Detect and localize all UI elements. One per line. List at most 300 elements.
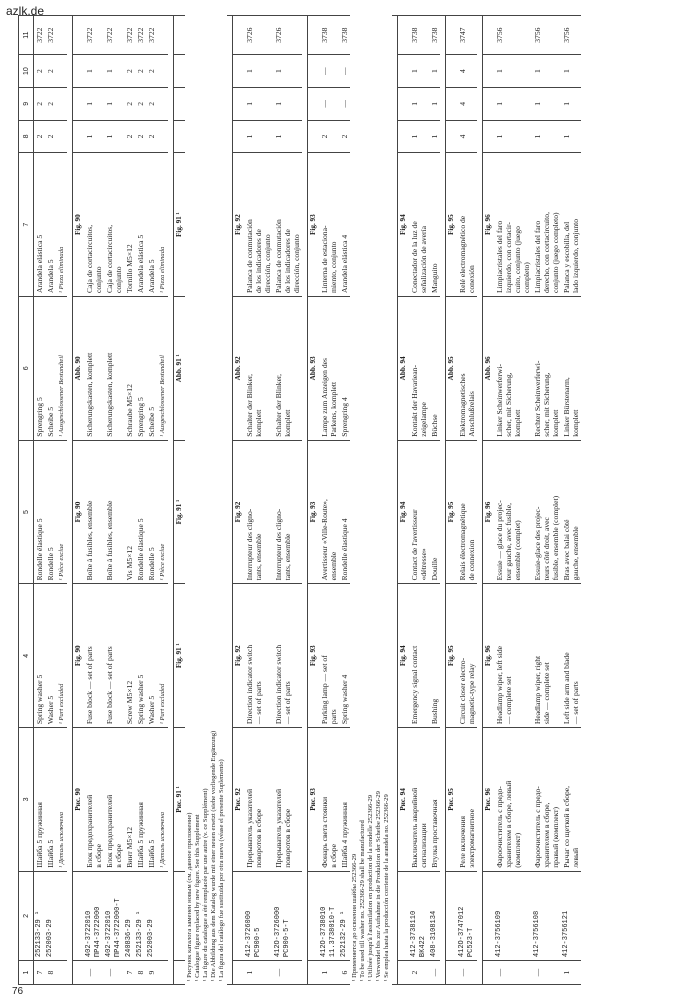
blank-cell <box>233 961 245 985</box>
name-en: Screw M5×12 <box>124 584 135 728</box>
name-en: Washer 5 <box>45 584 56 728</box>
figure-title-fr: Fig. 96 <box>483 440 495 584</box>
name-en: Fuse block — set of parts <box>104 584 124 728</box>
qty-col9: 2 <box>135 87 146 120</box>
name-de: Sprengring 4 <box>339 296 350 440</box>
item-number: — <box>457 961 477 985</box>
name-de: Sicherungskasten, komplett <box>84 296 104 440</box>
figure-title-de: Abb. 96 <box>483 296 495 440</box>
figure-title-es: Fig. 95 <box>446 153 458 297</box>
note-de: ¹ Die Abbildung aus dem Katalog wurde mit einer neuen ersetzt (siehe vorliegende Ergänzung) <box>210 730 217 982</box>
qty-col10: 1 <box>429 55 440 88</box>
qty-col9: 2 <box>124 87 135 120</box>
blank-cell <box>56 16 67 55</box>
name-de: Schraube M5×12 <box>124 296 135 440</box>
blank-cell <box>157 16 168 55</box>
footnote-es: ¹ Pieza eliminada <box>157 153 168 297</box>
qty-col8: 1 <box>532 120 561 153</box>
name-de: Sprengring 5 <box>135 296 146 440</box>
item-number: — <box>104 961 124 985</box>
table-row <box>319 16 339 985</box>
name-es: Arandela 5 <box>45 153 56 297</box>
blank-cell <box>157 871 168 960</box>
name-en: Spring washer 4 <box>339 584 350 728</box>
footnote-fr: ¹ Pièce exclue <box>157 440 168 584</box>
item-number: 1 <box>244 961 273 985</box>
group-code: 3722 <box>84 16 104 55</box>
name-ru: Шайба 4 пружинная <box>339 728 350 872</box>
blank-cell <box>233 87 245 120</box>
name-ru: Фароочиститель с предо- хранителем в сборе, правый (комплект) <box>532 728 561 872</box>
col-header: 5 <box>19 440 34 584</box>
qty-col10: 1 <box>84 55 104 88</box>
table-row <box>457 16 477 985</box>
name-es: Caja de cortacircuitos, conjunto <box>104 153 124 297</box>
name-en: Spring washer 5 <box>34 584 46 728</box>
qty-col8: 1 <box>494 120 532 153</box>
blank-cell <box>398 55 410 88</box>
qty-col8: 1 <box>409 120 429 153</box>
name-de: Kontakt der Havariean- zeigelampe <box>409 296 429 440</box>
item-number: — <box>84 961 104 985</box>
figure-heading-row <box>398 16 410 985</box>
footnote-ru: ¹ Деталь исключена <box>157 728 168 872</box>
name-en: Circuit closer electro- magnetic-type relay <box>457 584 477 728</box>
note-es: ¹ La figura del catálogo fue sustituida por otra nueva (véase el presente Suplemento) <box>218 759 225 982</box>
figure-title-ru: Рис. 96 <box>483 728 495 872</box>
figure-title-es: Fig. 94 <box>398 153 410 297</box>
blank-cell <box>73 120 85 153</box>
blank-cell <box>398 16 410 55</box>
qty-col10: 1 <box>409 55 429 88</box>
table-row <box>532 16 561 985</box>
blank-cell <box>308 16 320 55</box>
name-de: Schalter der Blinker, komplett <box>244 296 273 440</box>
part-number: 402-3722010 ПР44-3722000-Т <box>104 871 124 960</box>
figure-title-fr: Fig. 92 <box>233 440 245 584</box>
blank-cell <box>73 87 85 120</box>
item-number: 1 <box>561 961 581 985</box>
blank-cell <box>56 871 67 960</box>
blank-cell <box>446 120 458 153</box>
name-fr: Essuie — glace du projec- teur gauche, avec fusible, ensemble (complet) <box>494 440 532 584</box>
blank-cell <box>483 87 495 120</box>
footnote-row <box>56 16 67 985</box>
name-ru: Блок предохранителей в сборе <box>84 728 104 872</box>
qty-col10: 2 <box>34 55 46 88</box>
table-row <box>146 16 157 985</box>
qty-col8: 2 <box>319 120 339 153</box>
blank-cell <box>56 120 67 153</box>
qty-col8: 1 <box>273 120 302 153</box>
table-row <box>84 16 104 985</box>
blank-cell <box>233 16 245 55</box>
note-en: ¹ Catalogue figure replaced by new figure. See this Supplement <box>194 814 201 982</box>
footnote-en: ¹ Part excluded <box>56 584 67 728</box>
name-ru: Шайба 5 пружинная <box>135 728 146 872</box>
blank-cell <box>174 871 186 960</box>
name-ru: Втулка проставочная <box>429 728 440 872</box>
name-en: Direction indicator switch — set of parts <box>244 584 273 728</box>
table-row <box>273 16 302 985</box>
qty-col10: 1 <box>273 55 302 88</box>
qty-col8: 1 <box>429 120 440 153</box>
figure-heading-row <box>446 16 458 985</box>
group-code: 3738 <box>339 16 350 55</box>
part-number: 252133-29 ¹ <box>34 871 46 960</box>
item-number: 8 <box>135 961 146 985</box>
name-en: Spring washer 5 <box>135 584 146 728</box>
name-en: Headlamp wiper, left side — complete set <box>494 584 532 728</box>
figure-heading-row <box>174 16 186 985</box>
blank-cell <box>483 55 495 88</box>
blank-cell <box>483 961 495 985</box>
blank-cell <box>56 961 67 985</box>
name-en: Fuse block — set of parts <box>84 584 104 728</box>
blank-cell <box>446 87 458 120</box>
blank-cell <box>56 87 67 120</box>
blank-cell <box>308 120 320 153</box>
part-number: 408-3108134 <box>429 871 440 960</box>
qty-col9: 1 <box>409 87 429 120</box>
name-fr: Rondelle élastique 4 <box>339 440 350 584</box>
qty-col10: 2 <box>146 55 157 88</box>
name-es: Arandela elástica 5 <box>34 153 46 297</box>
col-header: 10 <box>19 55 34 88</box>
item-number: — <box>532 961 561 985</box>
figure-title-es: Fig. 93 <box>308 153 320 297</box>
blank-cell <box>157 120 168 153</box>
table-row <box>244 16 273 985</box>
col-header: 3 <box>19 728 34 872</box>
name-es: Tornillo M5×12 <box>124 153 135 297</box>
part-number: 412-3738110 ВК422 <box>409 871 429 960</box>
note-es: ¹ Se emplea hasta la producción corriente de la arandela no. 252366-29 <box>383 794 390 982</box>
name-de: Scheibe 5 <box>45 296 56 440</box>
blank-cell <box>483 16 495 55</box>
qty-col9: 1 <box>84 87 104 120</box>
name-en: Parking lamp — set of parts <box>319 584 339 728</box>
qty-col9: 1 <box>104 87 124 120</box>
blank-cell <box>398 87 410 120</box>
figure-title-ru: Рис. 95 <box>446 728 458 872</box>
col-header: 7 <box>19 153 34 297</box>
footnote-fr: ¹ Pièce exclue <box>56 440 67 584</box>
name-ru: Фонарь света стоянки в сборе <box>319 728 339 872</box>
figure-title-ru: Рис. 92 <box>233 728 245 872</box>
figure-heading-row <box>483 16 495 985</box>
name-es: Limpiacristales del faro izquierdo, con cortacir- cuito, conjunto (juego completo) <box>494 153 532 297</box>
col-header: 9 <box>19 87 34 120</box>
qty-col8: 2 <box>45 120 56 153</box>
note-block <box>350 16 392 985</box>
name-de: Linker Bürstenarm, komplett <box>561 296 581 440</box>
name-fr: Contact de l'avertisseur «détresse» <box>409 440 429 584</box>
figure-title-ru: Рис. 93 <box>308 728 320 872</box>
item-number: — <box>429 961 440 985</box>
col-header: 1 <box>19 961 34 985</box>
qty-col10: — <box>339 55 350 88</box>
blank-cell <box>446 871 458 960</box>
part-number: 252132-29 ¹ <box>339 871 350 960</box>
figure-title-es: Fig. 92 <box>233 153 245 297</box>
qty-col8: 2 <box>135 120 146 153</box>
name-fr: Rondelle élastique 5 <box>135 440 146 584</box>
group-code: 3722 <box>124 16 135 55</box>
figure-title-ru: Рис. 90 <box>73 728 85 872</box>
group-code: 3722 <box>45 16 56 55</box>
name-ru: Рычаг со щеткой в сборе, левый <box>561 728 581 872</box>
item-number: 2 <box>409 961 429 985</box>
blank-cell <box>174 120 186 153</box>
qty-col9: 2 <box>146 87 157 120</box>
qty-col8: 1 <box>104 120 124 153</box>
item-number: 7 <box>124 961 135 985</box>
blank-cell <box>446 16 458 55</box>
name-fr: Essuie-glace des projec- teurs côté droit, avec fusible, ensemble (complet) <box>532 440 561 584</box>
figure-title-de: Abb. 90 <box>73 296 85 440</box>
group-code: 3722 <box>135 16 146 55</box>
blank-cell <box>174 16 186 55</box>
blank-cell <box>233 871 245 960</box>
footnote-en: ¹ Part excluded <box>157 584 168 728</box>
parts-catalogue-table <box>18 15 658 985</box>
blank-cell <box>483 120 495 153</box>
part-number: 240836-29 <box>124 871 135 960</box>
name-fr: Bras avec balai côté gauche, ensemble <box>561 440 581 584</box>
name-fr: Relais électromagnétique de connexion <box>457 440 477 584</box>
qty-col9: 1 <box>273 87 302 120</box>
figure-title-de: Abb. 92 <box>233 296 245 440</box>
name-ru: Фароочиститель с предо- хранителем в сборе, левый (комплект) <box>494 728 532 872</box>
qty-col9: 1 <box>561 87 581 120</box>
blank-cell <box>446 961 458 985</box>
qty-col10: — <box>319 55 339 88</box>
figure-title-es: Fig. 90 <box>73 153 85 297</box>
name-en: Headlamp wiper, right side — complete set <box>532 584 561 728</box>
note-fr: ¹ Utilisée jusqu'à l'assimilation en production de la rondelle 252366-29 <box>367 794 374 982</box>
blank-cell <box>308 55 320 88</box>
qty-col8: 1 <box>244 120 273 153</box>
name-de: Lampe zum Anzeigen des Parkens, komplett <box>319 296 339 440</box>
watermark: azlk.de <box>6 4 45 18</box>
part-number: 252133-29 ¹ <box>135 871 146 960</box>
name-en: Emergency signal contact <box>409 584 429 728</box>
name-fr: Vis M5×12 <box>124 440 135 584</box>
name-es: Conectador de la luz de señalización de avería <box>409 153 429 297</box>
part-number: 412О-3738010 11.3738010-Т <box>319 871 339 960</box>
name-de: Schalter der Blinker, komplett <box>273 296 302 440</box>
item-number: 8 <box>45 961 56 985</box>
qty-col10: 2 <box>124 55 135 88</box>
name-en: Direction indicator switch — set of parts <box>273 584 302 728</box>
blank-cell <box>73 961 85 985</box>
part-number: 412-3726000 РС900-5 <box>244 871 273 960</box>
blank-cell <box>398 120 410 153</box>
qty-col8: 2 <box>146 120 157 153</box>
part-number: 252003-29 <box>146 871 157 960</box>
qty-col9: — <box>339 87 350 120</box>
name-en: Bushing <box>429 584 440 728</box>
table-row <box>409 16 429 985</box>
page-number: 76 <box>12 986 24 997</box>
part-number: 252003-29 <box>45 871 56 960</box>
figure-title-es: Fig. 96 <box>483 153 495 297</box>
item-number: 6 <box>339 961 350 985</box>
blank-cell <box>73 55 85 88</box>
name-es: Arandela elástica 4 <box>339 153 350 297</box>
group-code: 3756 <box>561 16 581 55</box>
qty-col9: 4 <box>457 87 477 120</box>
figure-title-es: Fig. 91 ¹ <box>174 153 186 297</box>
qty-col8: 1 <box>84 120 104 153</box>
footnote-row <box>157 16 168 985</box>
part-number: 412О-3747012 РС523-Т <box>457 871 477 960</box>
note-en: ¹ To be used till washer no. 252366-29 shall be manufactured <box>359 820 366 982</box>
qty-col10: 1 <box>532 55 561 88</box>
figure-title-en: Fig. 90 <box>73 584 85 728</box>
blank-cell <box>73 871 85 960</box>
group-code: 3726 <box>244 16 273 55</box>
name-ru: Шайба 5 <box>45 728 56 872</box>
name-de: Rechter Scheinwerferwi- scher, mit Sicherung, komplett <box>532 296 561 440</box>
col-header: 4 <box>19 584 34 728</box>
name-es: Linterna de estaciona- miento, conjunto <box>319 153 339 297</box>
blank-cell <box>308 87 320 120</box>
blank-cell <box>398 961 410 985</box>
name-en: Washer 5 <box>146 584 157 728</box>
qty-col9: — <box>319 87 339 120</box>
qty-col10: 2 <box>135 55 146 88</box>
qty-col9: 1 <box>532 87 561 120</box>
part-number: 402-3722010 ПР44-3722000 <box>84 871 104 960</box>
name-es: Limpiacristales del faro derecho, con cortacircuito, conjunto (juego completo) <box>532 153 561 297</box>
col-header: 11 <box>19 16 34 55</box>
item-number: — <box>494 961 532 985</box>
figure-title-en: Fig. 96 <box>483 584 495 728</box>
group-code: 3738 <box>319 16 339 55</box>
qty-col8: 4 <box>457 120 477 153</box>
blank-cell <box>174 55 186 88</box>
name-fr: Rondelle élastique 5 <box>34 440 46 584</box>
name-fr: Avertisseur «Ville-Route», ensemble <box>319 440 339 584</box>
note-de: ¹ Verwendet bis zur Aufnahme in die Produktion der Scheibe 252366-29 <box>375 791 382 982</box>
qty-col9: 1 <box>244 87 273 120</box>
figure-title-en: Fig. 95 <box>446 584 458 728</box>
blank-cell <box>398 871 410 960</box>
name-es: Caja de cortacircuitos, conjunto <box>84 153 104 297</box>
table-row <box>135 16 146 985</box>
figure-title-fr: Fig. 95 <box>446 440 458 584</box>
figure-title-en: Fig. 91 ¹ <box>174 584 186 728</box>
table-row <box>124 16 135 985</box>
qty-col10: 2 <box>45 55 56 88</box>
name-fr: Douille <box>429 440 440 584</box>
item-number: 1 <box>319 961 339 985</box>
figure-title-de: Abb. 93 <box>308 296 320 440</box>
figure-heading-row <box>308 16 320 985</box>
figure-title-en: Fig. 94 <box>398 584 410 728</box>
name-fr: Rondelle 5 <box>45 440 56 584</box>
name-es: Arandela elástica 5 <box>135 153 146 297</box>
figure-title-ru: Рис. 94 <box>398 728 410 872</box>
blank-cell <box>157 55 168 88</box>
name-fr: Boîte à fusibles, ensemble <box>84 440 104 584</box>
figure-title-de: Abb. 94 <box>398 296 410 440</box>
name-de: Scheibe 5 <box>146 296 157 440</box>
name-de: Sicherungskasten, komplett <box>104 296 124 440</box>
group-code: 3738 <box>429 16 440 55</box>
blank-cell <box>157 961 168 985</box>
blank-cell <box>157 87 168 120</box>
figure-heading-row <box>73 16 85 985</box>
table-row <box>104 16 124 985</box>
part-number: 412-3756121 <box>561 871 581 960</box>
note-block <box>185 16 227 985</box>
note-row <box>350 16 392 985</box>
item-number: 7 <box>34 961 46 985</box>
name-de: Linker Scheinwerferwi- scher, mit Sicherung, komplett <box>494 296 532 440</box>
qty-col9: 1 <box>494 87 532 120</box>
figure-title-ru: Рис. 91 ¹ <box>174 728 186 872</box>
note-ru: ¹ Рисунок каталога заменен новым (см. данное приложение) <box>186 812 193 982</box>
name-es: Relé electromagnético de conexión <box>457 153 477 297</box>
table-row <box>339 16 350 985</box>
group-code: 3756 <box>532 16 561 55</box>
item-number: — <box>273 961 302 985</box>
name-ru: Шайба 5 <box>146 728 157 872</box>
part-number: 412-3756109 <box>494 871 532 960</box>
figure-title-en: Fig. 93 <box>308 584 320 728</box>
qty-col8: 1 <box>561 120 581 153</box>
name-de: Elektromagnetisches Anschlußrelais <box>457 296 477 440</box>
footnote-de: ¹ Ausgeschlossener Bestandteil <box>56 296 67 440</box>
blank-cell <box>73 16 85 55</box>
part-number: 412О-3726000 РС900-5-Т <box>273 871 302 960</box>
figure-title-de: Abb. 95 <box>446 296 458 440</box>
note-row <box>185 16 227 985</box>
blank-cell <box>174 961 186 985</box>
group-code: 3722 <box>104 16 124 55</box>
blank-cell <box>308 871 320 960</box>
table-row <box>45 16 56 985</box>
group-code: 3726 <box>273 16 302 55</box>
group-code: 3738 <box>409 16 429 55</box>
qty-col8: 2 <box>339 120 350 153</box>
figure-title-fr: Fig. 91 ¹ <box>174 440 186 584</box>
blank-cell <box>446 55 458 88</box>
name-es: Arandela 5 <box>146 153 157 297</box>
name-es: Manguito <box>429 153 440 297</box>
name-es: Palanca de conmutación de los indicadores de dirección, conjunto <box>273 153 302 297</box>
qty-col10: 1 <box>561 55 581 88</box>
name-ru: Блок предохранителей в сборе <box>104 728 124 872</box>
name-es: Palanca de conmutación de los indicadores de dirección, conjunto <box>244 153 273 297</box>
qty-col8: 2 <box>124 120 135 153</box>
col-header: 6 <box>19 296 34 440</box>
blank-cell <box>308 961 320 985</box>
name-ru: Винт М5×12 <box>124 728 135 872</box>
name-fr: Rondelle 5 <box>146 440 157 584</box>
name-ru: Прерыватель указателей поворотов в сборе <box>244 728 273 872</box>
qty-col9: 1 <box>429 87 440 120</box>
group-code: 3722 <box>146 16 157 55</box>
name-ru: Реле включения электромагнитное <box>457 728 477 872</box>
figure-title-fr: Fig. 90 <box>73 440 85 584</box>
qty-col10: 4 <box>457 55 477 88</box>
qty-col10: 1 <box>494 55 532 88</box>
item-number: 9 <box>146 961 157 985</box>
